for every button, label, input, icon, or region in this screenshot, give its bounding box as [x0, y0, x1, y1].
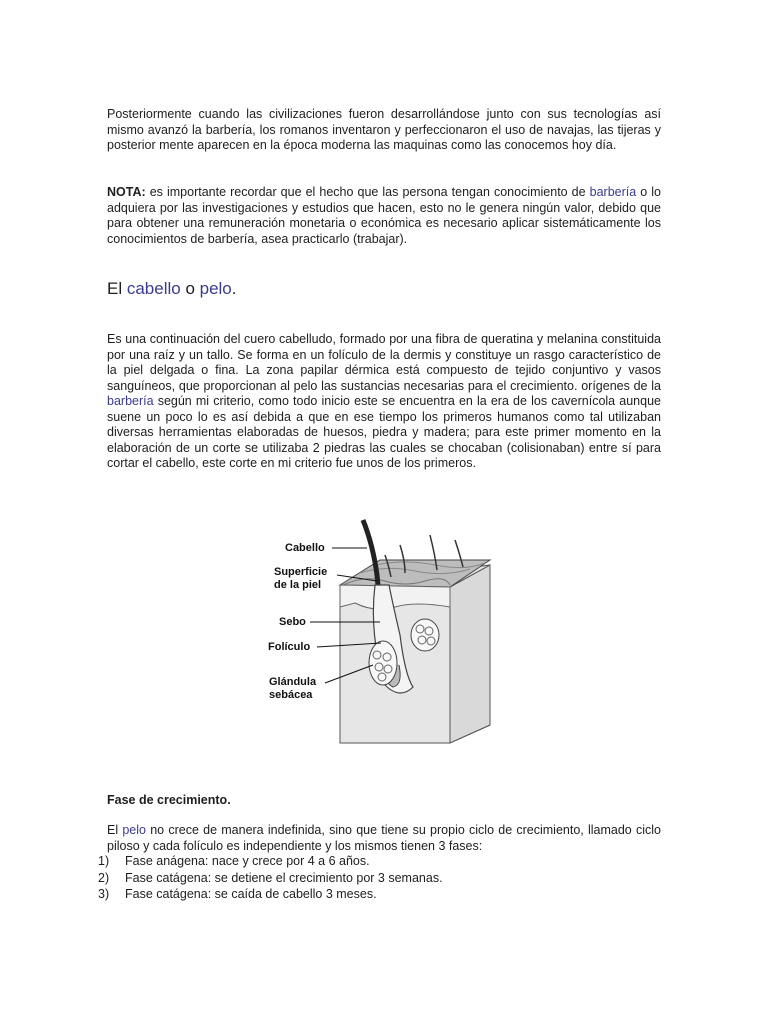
list-item-number: 2): [98, 870, 110, 885]
paragraph-hair-description: [107, 332, 661, 472]
label-cabello: Cabello: [285, 542, 325, 554]
paragraph-history: Posteriormente cuando las civilizaciones fueron desarrollándose junto con sus tecnologías así mismo avanzó la barbería, los romanos inventaron y perfeccionaron el uso de navajas, las tijeras y posterior mente aparecen en la época moderna las maquinas como las conocemos hoy día.: [107, 107, 661, 152]
nota-label: NOTA:: [107, 185, 146, 199]
hair-follicle-diagram: [265, 515, 505, 745]
paragraph-nota: [107, 185, 661, 247]
heading-prefix: El: [107, 279, 127, 298]
label-de-la-piel: de la piel: [274, 579, 322, 591]
label-superficie: Superficie: [274, 566, 328, 578]
list-item-text: Fase catágena: se caída de cabello 3 meses.: [125, 887, 377, 901]
link-barberia-2[interactable]: barbería: [107, 394, 154, 408]
list-item: [98, 886, 678, 903]
growth-phases-list: [98, 853, 678, 903]
list-item: [98, 870, 678, 887]
growth-intro-after: no crece de manera indefinida, sino que tiene su propio ciclo de crecimiento, llamado ciclo piloso y cada folículo es independiente y los mismos tienen 3 fases:: [107, 823, 661, 853]
growth-intro-before: El: [107, 823, 123, 837]
label-glandula: Glándula: [269, 676, 317, 688]
heading-suffix: .: [231, 279, 237, 298]
label-foliculo: Folículo: [268, 641, 311, 653]
nota-text-after: o lo adquiera por las investigaciones y estudios que hacen, esto no le genera ningún valor, debido que para obtener una remuneración monetaria o económica es necesario aplicar sistemáticamente los conocimientos de barbería, asea practicarlo (trabajar).: [107, 185, 661, 246]
label-sebo: Sebo: [279, 616, 306, 628]
link-pelo[interactable]: pelo: [199, 279, 232, 298]
paragraph-growth-intro: [107, 823, 661, 854]
growth-phase-title: Fase de crecimiento.: [107, 793, 231, 807]
heading-middle: o: [180, 279, 200, 298]
nota-text-before: es importante recordar que el hecho que las persona tengan conocimiento de: [145, 185, 590, 199]
link-cabello[interactable]: cabello: [126, 279, 181, 298]
list-item-text: Fase catágena: se detiene el crecimiento por 3 semanas.: [125, 870, 443, 885]
list-item-text: Fase anágena: nace y crece por 4 a 6 años.: [125, 854, 370, 868]
label-sebacea: sebácea: [269, 689, 313, 701]
list-item: [98, 853, 678, 870]
para2-text-after: según mi criterio, como todo inicio este se encuentra en la era de los cavernícola aunque suene un poco lo es así debida a que en ese tiempo los primeros humanos como tal utilizaban diversas herramientas elaboradas de huesos, piedra y madera; para este primer momento en la elaboración de un corte se utilizaba 2 piedras las cuales se chocaban (colisionaban) entre sí para cortar el cabello, este corte en mi criterio fue unos de los primeros.: [107, 394, 661, 470]
list-item-number: 3): [98, 887, 110, 901]
list-item-number: 1): [98, 854, 110, 868]
para2-text-before: Es una continuación del cuero cabelludo, formado por una fibra de queratina y melanina constituida por una raíz y un tallo. Se forma en un folículo de la dermis y constituye un rasgo característico de la piel delgada o fina. La zona papilar dérmica está compuesto de tejido conjuntivo y vasos sanguíneos, que proporcionan al pelo las sustancias necesarias para el crecimiento. orígenes de la: [107, 332, 661, 393]
link-barberia[interactable]: barbería: [589, 185, 637, 199]
link-pelo-2[interactable]: pelo: [122, 823, 146, 837]
section-heading: [107, 279, 237, 299]
